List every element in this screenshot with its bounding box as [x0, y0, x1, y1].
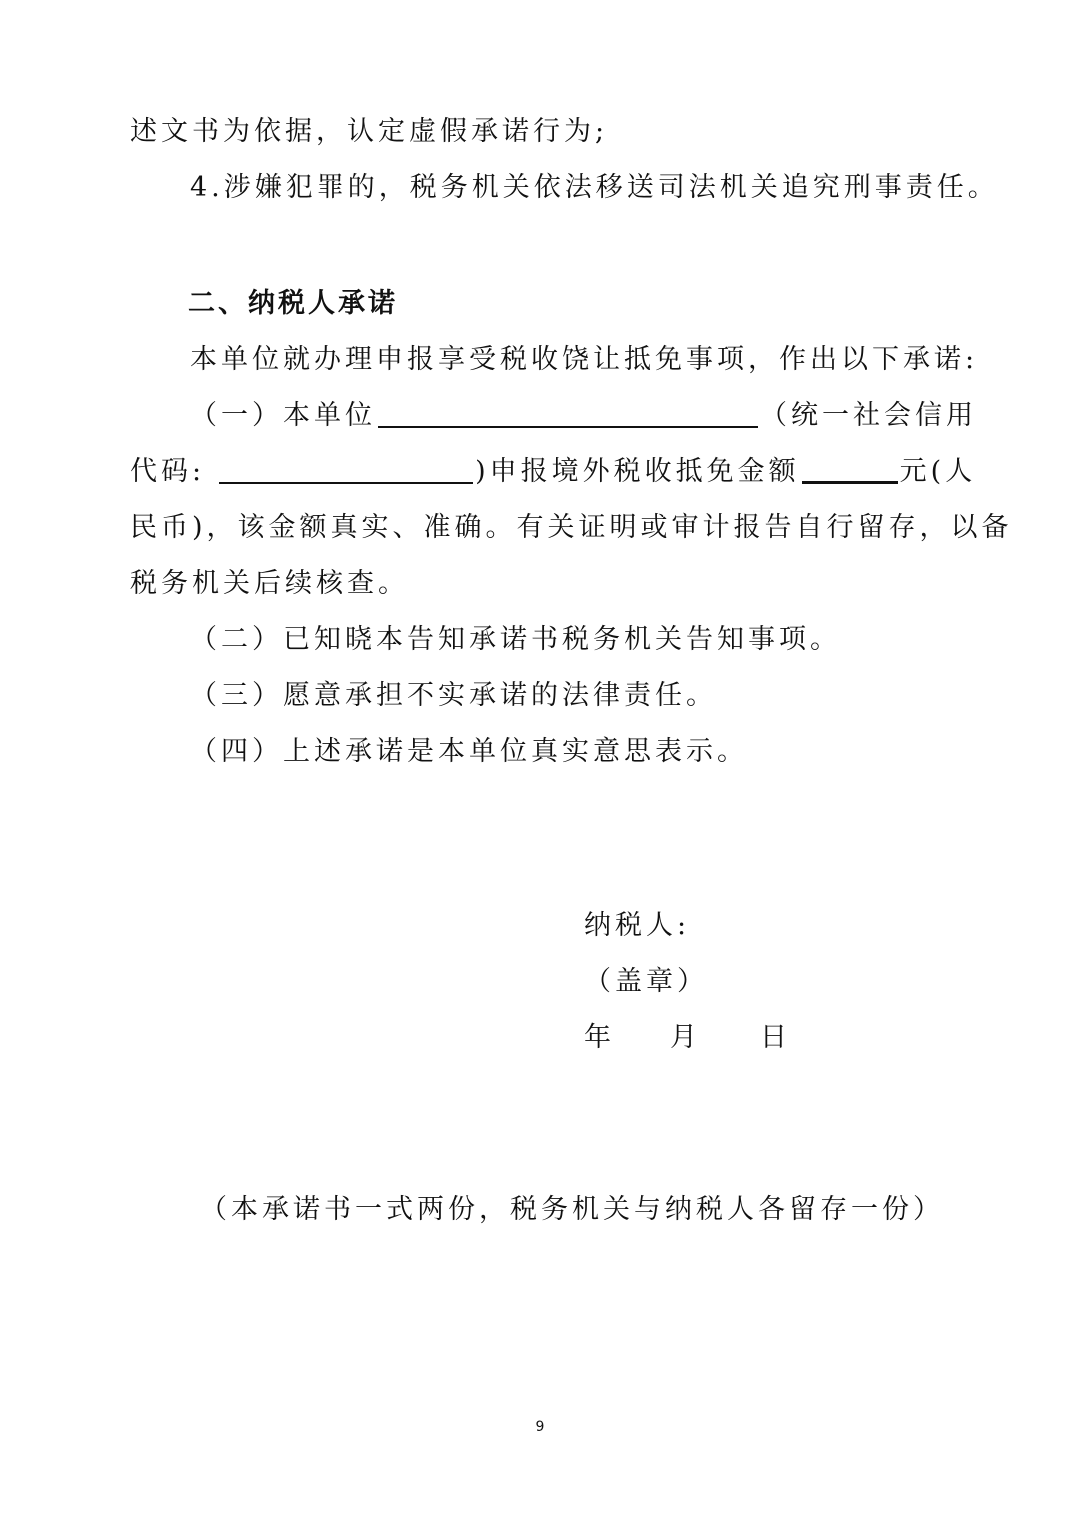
currency-label: 元(人: [899, 456, 977, 487]
paragraph-line: （四）上述承诺是本单位真实意思表示。: [190, 736, 748, 767]
taxpayer-label: 纳税人:: [584, 910, 691, 941]
date-month: 月: [670, 1022, 701, 1053]
credit-code-blank: [219, 456, 473, 484]
item-label: （一）本单位: [190, 400, 376, 431]
paragraph-line: 4.涉嫌犯罪的，税务机关依法移送司法机关追究刑事责任。: [190, 172, 999, 203]
paragraph-line: [130, 454, 976, 490]
code-label: 代码:: [130, 456, 206, 487]
amount-label: )申报境外税收抵免金额: [475, 456, 800, 487]
paragraph-line: （三）愿意承担不实承诺的法律责任。: [190, 680, 717, 711]
paragraph-line: 本单位就办理申报享受税收饶让抵免事项，作出以下承诺:: [190, 344, 979, 375]
date-year: 年: [584, 1022, 615, 1053]
item-label: （统一社会信用: [760, 400, 977, 431]
paragraph-line: （二）已知晓本告知承诺书税务机关告知事项。: [190, 624, 841, 655]
paragraph-line: 民币)，该金额真实、准确。有关证明或审计报告自行留存，以备: [130, 512, 1013, 543]
amount-blank: [802, 455, 898, 484]
date-day: 日: [760, 1022, 791, 1053]
paragraph-line: 述文书为依据，认定虚假承诺行为;: [130, 116, 609, 147]
paragraph-line: 税务机关后续核查。: [130, 568, 409, 599]
unit-name-blank: [378, 400, 758, 428]
section-heading: 二、纳税人承诺: [188, 288, 398, 319]
seal-label: （盖章）: [584, 966, 708, 997]
paragraph-line: [190, 398, 977, 434]
page-number: 9: [535, 1419, 545, 1435]
footer-note: （本承诺书一式两份，税务机关与纳税人各留存一份）: [200, 1194, 944, 1225]
